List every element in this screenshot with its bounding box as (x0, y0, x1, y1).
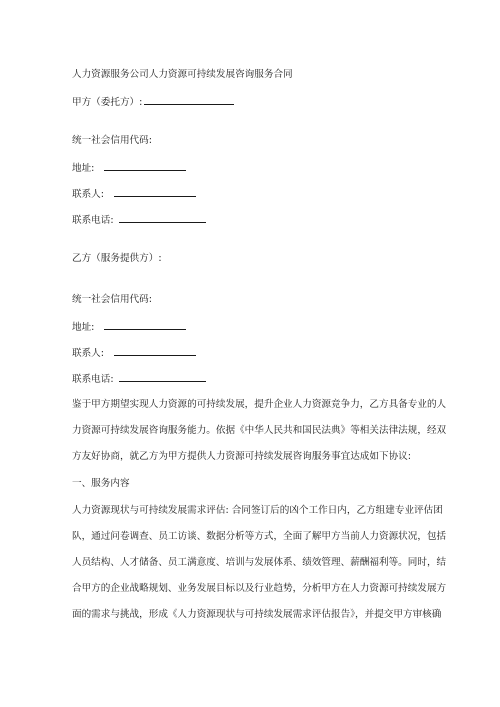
section-body-line: 人员结构、人才储备、员工满意度、培训与发展体系、绩效管理、薪酬福利等。同时，结 (72, 557, 447, 568)
party-a-credit-code: 统一社会信用代码: (72, 135, 152, 146)
section-body-line: 队，通过问卷调查、员工访谈、数据分析等方式，全面了解甲方当前人力资源状况，包括 (72, 531, 447, 542)
party-b-address-row (72, 320, 186, 334)
section-body-line: 合甲方的企业战略规划、业务发展目标以及行业趋势，分析甲方在人力资源可持续发展方 (72, 583, 447, 594)
party-b-address-label: 地址: (72, 322, 95, 333)
party-a-phone-label: 联系电话: (72, 215, 114, 226)
party-a-blank (144, 95, 234, 105)
party-b-contact-row (72, 346, 196, 360)
section-heading: 一、服务内容 (72, 478, 130, 489)
party-a-contact-label: 联系人: (72, 189, 105, 200)
party-a-address-label: 地址: (72, 163, 95, 174)
party-b-phone-label: 联系电话: (72, 374, 114, 385)
party-a-row (72, 95, 234, 109)
preamble-line: 鉴于甲方期望实现人力资源的可持续发展，提升企业人力资源竞争力，乙方具备专业的人 (72, 399, 447, 410)
party-a-contact-blank (114, 187, 196, 197)
party-a-label: 甲方（委托方）: (72, 97, 143, 108)
party-b-contact-blank (114, 346, 196, 356)
party-a-contact-row (72, 187, 196, 201)
party-a-address-row (72, 161, 186, 175)
party-a-address-blank (104, 161, 186, 171)
party-b-phone-row (72, 372, 206, 386)
party-a-phone-blank (119, 213, 206, 223)
party-b-phone-blank (119, 372, 206, 382)
document-title: 人力资源服务公司人力资源可持续发展咨询服务合同 (72, 69, 293, 80)
section-body-line: 人力资源现状与可持续发展需求评估: 合同签订后的凶个工作日内，乙方组建专业评估团 (72, 505, 443, 516)
preamble-line: 力资源可持续发展咨询服务能力。依据《中华人民共和国民法典》等相关法律法规，经双 (72, 425, 447, 436)
section-body-line: 面的需求与挑战，形成《人力资源现状与可持续发展需求评估报告》，并提交甲方审核确 (72, 609, 442, 620)
party-b-contact-label: 联系人: (72, 348, 105, 359)
preamble-line: 方友好协商，就乙方为甲方提供人力资源可持续发展咨询服务事宜达成如下协议: (72, 451, 412, 462)
party-a-phone-row (72, 213, 206, 227)
party-b-credit-code: 统一社会信用代码: (72, 294, 152, 305)
party-b-address-blank (104, 320, 186, 330)
party-b-label: 乙方（服务提供方）: (72, 253, 162, 264)
